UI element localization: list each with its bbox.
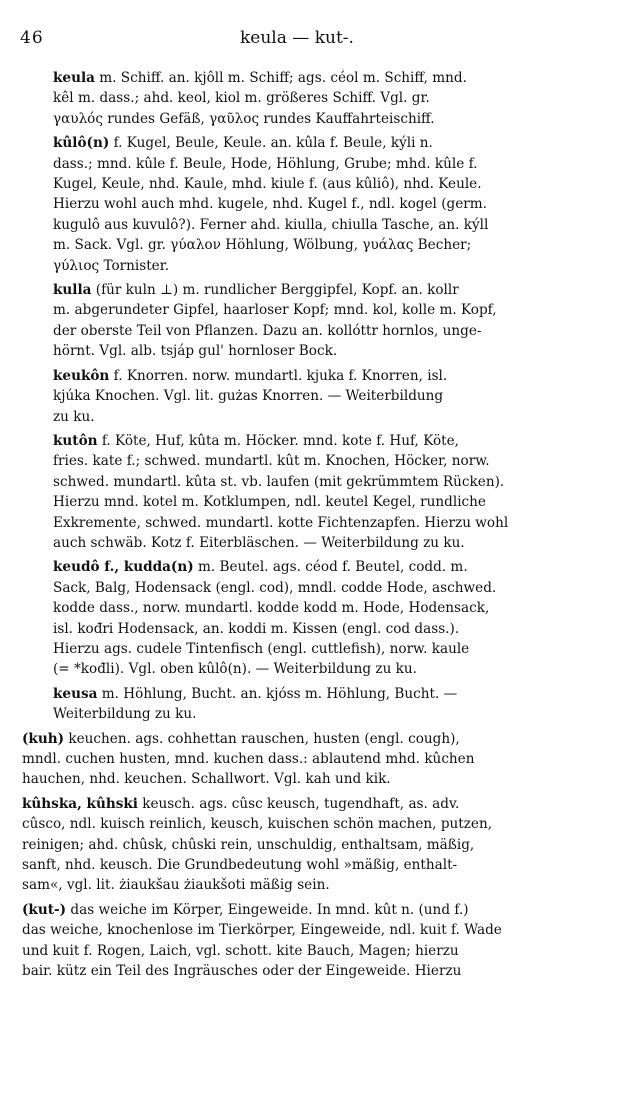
entry-line: Hierzu ags. cudele Tintenfisch (engl. cuttlefish), norw. kaule — [53, 640, 470, 657]
entry-line — [53, 133, 598, 153]
entry-text: das weiche im Körper, Eingeweide. In mnd. kût n. (und f.) — [66, 901, 469, 918]
entry-text: m. Schiff. an. kjôll m. Schiff; ags. céol m. Schiff, mnd. — [94, 70, 467, 86]
entry-lemma: kutôn — [53, 432, 98, 449]
entry-line: bair. kütz ein Teil des Ingräusches oder der Eingeweide. Hierzu — [22, 963, 462, 980]
entry-line: reinigen; ahd. chûsk, chûski rein, unschuldig, enthaltsam, mäßig, — [22, 836, 475, 853]
entry-line: (= *kođli). Vgl. oben kûlô(n). — Weiterbildung zu ku. — [53, 661, 417, 678]
entry-line: Hierzu mnd. kotel m. Kotklumpen, ndl. keutel Kegel, rundliche — [53, 494, 486, 511]
entry-line: isl. kođri Hodensack, an. koddi m. Kissen (engl. cod dass.). — [53, 620, 460, 637]
dictionary-entry — [53, 133, 598, 276]
entry-line: Kugel, Keule, nhd. Kaule, mhd. kiule f. (aus kûliô), nhd. Keule. — [53, 176, 482, 193]
entry-line — [22, 729, 598, 749]
entries-list — [0, 68, 625, 985]
dictionary-entry — [53, 68, 598, 129]
dictionary-entry — [53, 684, 598, 725]
entry-lemma: keukôn — [53, 367, 110, 384]
entry-text: (für kuln ⊥) m. rundlicher Berggipfel, Kopf. an. kollr — [91, 282, 459, 299]
entry-text: f. Kugel, Beule, Keule. an. kûla f. Beule, kýli n. — [109, 135, 433, 152]
entry-line: dass.; mnd. kûle f. Beule, Hode, Höhlung, Grube; mhd. kûle f. — [53, 155, 478, 172]
entry-line: schwed. mundartl. kûta st. vb. laufen (mit gekrümmtem Rücken). — [53, 473, 505, 490]
entry-line — [53, 68, 598, 88]
dictionary-entry — [22, 729, 598, 790]
entry-text: f. Knorren. norw. mundartl. kjuka f. Knorren, isl. — [109, 367, 448, 384]
entry-line: der oberste Teil von Pflanzen. Dazu an. kollóttr hornlos, unge- — [53, 322, 482, 339]
page-header — [0, 28, 625, 50]
entry-line — [53, 684, 598, 704]
page-number: 46 — [20, 28, 44, 48]
entry-line: hauchen, nhd. keuchen. Schallwort. Vgl. kah und kik. — [22, 771, 391, 788]
entry-line: γαυλός rundes Gefäß, γαῦλος rundes Kauffahrteischiff. — [53, 110, 435, 127]
entry-line — [53, 431, 598, 451]
entry-line: Weiterbildung zu ku. — [53, 706, 197, 723]
entry-line: auch schwäb. Kotz f. Eiterbläschen. — Weiterbildung zu ku. — [53, 534, 465, 551]
dictionary-entry — [53, 557, 598, 679]
entry-line: sam«, vgl. lit. żiaukšau żiaukšoti mäßig sein. — [22, 877, 330, 894]
entry-text: keuchen. ags. cohhettan rauschen, husten (engl. cough), — [64, 730, 460, 747]
entry-line — [53, 557, 598, 577]
entry-lemma: kûlô(n) — [53, 135, 110, 152]
dictionary-entry — [53, 431, 598, 553]
entry-line: hörnt. Vgl. alb. tsjáp gul' hornloser Bock. — [53, 343, 338, 360]
entry-lemma: kulla — [53, 282, 92, 299]
entry-line: Hierzu wohl auch mhd. kugele, nhd. Kugel f., ndl. kogel (germ. — [53, 196, 487, 213]
entry-line: kugulô aus kuvulô?). Ferner ahd. kiulla, chiulla Tasche, an. kýll — [53, 216, 489, 233]
entry-line: cûsco, ndl. kuisch reinlich, keusch, kuischen schön machen, putzen, — [22, 816, 493, 833]
dictionary-entry — [53, 366, 598, 427]
entry-text: keusch. ags. cûsc keusch, tugendhaft, as. adv. — [137, 795, 460, 812]
entry-line: m. Sack. Vgl. gr. γύαλον Höhlung, Wölbung, γυάλας Becher; — [53, 237, 472, 254]
entry-text: f. Köte, Huf, kûta m. Höcker. mnd. kote f. Huf, Köte, — [97, 432, 460, 449]
entry-lemma: (kut-) — [22, 901, 67, 918]
dictionary-entry — [53, 280, 598, 362]
entry-line: sanft, nhd. keusch. Die Grundbedeutung wohl »mäßig, enthalt- — [22, 857, 458, 874]
entry-line — [22, 794, 598, 814]
running-head: keula — kut-. — [240, 28, 354, 48]
entry-line: γύλιος Tornister. — [53, 257, 170, 274]
entry-line: Exkremente, schwed. mundartl. kotte Fichtenzapfen. Hierzu wohl — [53, 514, 509, 531]
entry-lemma: kûhska, kûhski — [22, 795, 138, 812]
entry-lemma: keusa — [53, 685, 98, 702]
entry-line: m. abgerundeter Gipfel, haarloser Kopf; mnd. kol, kolle m. Kopf, — [53, 302, 497, 319]
entry-lemma: keudô f., kudda(n) — [53, 559, 194, 576]
entry-line: mndl. cuchen husten, mnd. kuchen dass.: ablautend mhd. kûchen — [22, 751, 475, 767]
entry-lemma: keula — [53, 70, 95, 86]
entry-line: zu ku. — [53, 408, 95, 425]
entry-line: das weiche, knochenlose im Tierkörper, Eingeweide, ndl. kuit f. Wade — [22, 922, 502, 939]
entry-text: m. Beutel. ags. céod f. Beutel, codd. m. — [193, 559, 468, 576]
entry-line: kêl m. dass.; ahd. keol, kiol m. größeres Schiff. Vgl. gr. — [53, 90, 430, 107]
entry-line: fries. kate f.; schwed. mundartl. kût m. Knochen, Höcker, norw. — [53, 453, 490, 470]
entry-text: m. Höhlung, Bucht. an. kjóss m. Höhlung, Bucht. — — [97, 685, 458, 702]
entry-lemma: (kuh) — [22, 730, 65, 747]
entry-line — [22, 900, 598, 920]
entry-line: Sack, Balg, Hodensack (engl. cod), mndl. codde Hode, aschwed. — [53, 579, 497, 596]
entry-line — [53, 366, 598, 386]
entry-line: und kuit f. Rogen, Laich, vgl. schott. kite Bauch, Magen; hierzu — [22, 942, 459, 959]
entry-line: kodde dass., norw. mundartl. kodde kodd m. Hode, Hodensack, — [53, 600, 490, 617]
entry-line: kjúka Knochen. Vgl. lit. gużas Knorren. — Weiterbildung — [53, 388, 444, 405]
dictionary-entry — [22, 900, 598, 982]
entry-line — [53, 280, 598, 300]
dictionary-entry — [22, 794, 598, 896]
